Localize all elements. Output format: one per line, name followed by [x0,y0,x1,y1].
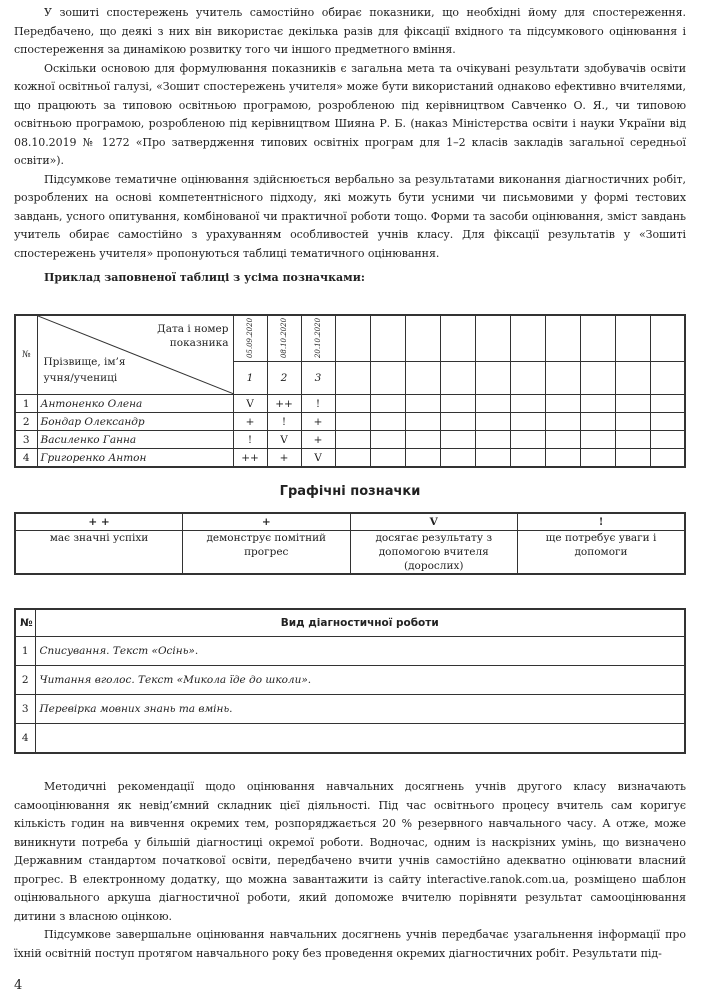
paragraph-1: У зошиті спостережень учитель самостійно обирає показники, що необхідні йому для спостереження. Передбачено, що деякі з них він використає декілька разів для фіксації вхідного та підсумкового оцінювання і спостереження за динамікою розвитку того чи іншого предметного вміння. [14,6,686,56]
table-row: 4 Григоренко Антон ++ + V [15,449,685,468]
student-name: Григоренко Антон [37,449,233,468]
works-title-header: Вид діагностичної роботи [35,609,685,637]
table-row: 3 Перевірка мовних знань та вмінь. [15,695,685,724]
works-no-header: № [15,609,35,637]
legend-description: демонструє помітний прогрес [183,531,351,575]
date-cell: 05.09.2020 [233,315,267,361]
legend-description: ще потребує уваги і допомоги [518,531,686,575]
student-name: Бондар Олександр [37,413,233,431]
student-name: Антоненко Олена [37,395,233,413]
indicator-number: 1 [233,361,267,394]
paragraph-2: Оскільки основою для формулювання показників є загальна мета та очікувані результати здобувачів освіти кожної освітньої галузі, «Зошит спостережень учителя» може бути використаний однаково ефективно вчителями, що працюють за типовою освітньою програмою, розробленою під керівництвом Савченко О. Я., чи типовою освітньою програмою, розробленою під керівництвом Шияна Р. Б. (наказ Міністерства освіти і науки України від 08.10.2019 № 1272 «Про затвердження типових освітніх програм для 1–2 класів закладів загальної середньої освіти»). [14,61,686,167]
legend-symbol: + + [15,513,183,531]
work-text [35,724,685,754]
table-row: 1 Списування. Текст «Осінь». [15,637,685,666]
student-name: Василенко Ганна [37,431,233,449]
legend-description: досягає результату з допомогою вчителя (дорослих) [350,531,518,575]
table-row: 2 Бондар Олександр + ! + [15,413,685,431]
paragraph-5: Підсумкове завершальне оцінювання навчальних досягнень учнів передбачає узагальнення інформації про їхній освітній поступ протягом навчального року без проведення окремих діагностичних робіт. Результати під- [14,928,686,960]
journal-name-header: Прізвище, ім’я учня/учениці [43,356,126,384]
table-row: 3 Василенко Ганна ! V + [15,431,685,449]
work-text: Перевірка мовних знань та вмінь. [35,695,685,724]
legend-symbol: ! [518,513,686,531]
paragraph-3: Підсумкове тематичне оцінювання здійснюється вербально за результатами виконання діагностичних робіт, розроблених на основі компетентнісного підходу, які можуть бути усними чи письмовими у формі тестових завдань, усного опитування, комбінованої чи практичної роботи тощо. Форми та засоби оцінювання, зміст завдань учитель обирає самостійно з урахуванням особливостей учнів класу. Для фіксації результатів у «Зошиті спостережень учителя» пропонуються таблиці тематичного оцінювання. [14,172,686,260]
work-text: Списування. Текст «Осінь». [35,637,685,666]
indicator-number: 3 [301,361,335,394]
journal-date-header: Дата і номер показника [157,323,229,349]
work-text: Читання вголос. Текст «Микола їде до школи». [35,666,685,695]
table-row: 4 [15,724,685,754]
table-row: 2 Читання вголос. Текст «Микола їде до школи». [15,666,685,695]
journal-no-header: № [15,315,37,395]
lower-text [14,778,686,963]
date-cell: 08.10.2020 [267,315,301,361]
legend-symbol: + [183,513,351,531]
legend-title: Графічні позначки [279,484,421,499]
upper-text [14,4,686,284]
works-table [14,608,686,754]
indicator-number: 2 [267,361,301,394]
date-cell: 20.10.2020 [301,315,335,361]
journal-table [14,314,686,468]
legend-symbol: V [350,513,518,531]
legend-description: має значні успіхи [15,531,183,575]
legend-table [14,512,686,575]
paragraph-4: Методичні рекомендації щодо оцінювання навчальних досягнень учнів другого класу визначають самооцінювання як невід’ємний складник цієї діяльності. Під час освітнього процесу вчитель сам коригує кількість годин на вивчення окремих тем, розпоряджається 20 % резервного навчального часу. А отже, може виникнути потреба у більшій діагностиці окремої роботи. Водночас, одним із наскрізних умінь, що визначено Державним стандартом початкової освіти, передбачено вчити учнів самостійно адекватно оцінювати власний прогрес. В електронному додатку, що можна завантажити із сайту interactive.ranok.com.ua, розміщено шаблон оцінювального аркуша діагностичної роботи, який допоможе вчителю порівняти результат самооцінювання дитини з власною оцінкою. [14,780,686,923]
sample-caption: Приклад заповненої таблиці з усіма позначками: [44,271,365,284]
table-row: 1 Антоненко Олена V ++ ! [15,395,685,413]
journal-corner-header [37,315,233,395]
page-number: 4 [14,978,23,993]
